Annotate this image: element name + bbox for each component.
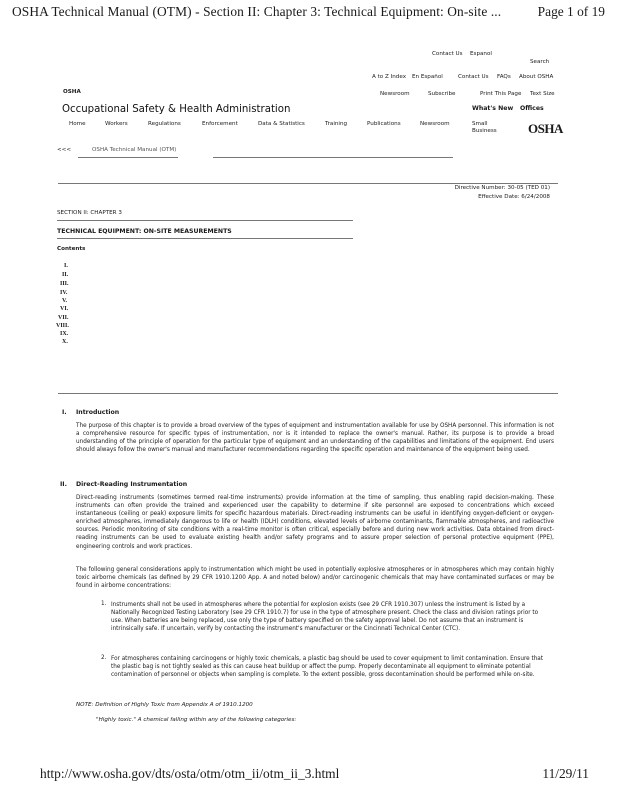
about-osha-link[interactable]: About OSHA [519, 74, 554, 80]
nav-item-publications[interactable]: Publications [367, 121, 401, 127]
bar-link-subscribe[interactable]: Subscribe [428, 91, 456, 97]
effective-date: Effective Date: 6/24/2008 [478, 194, 550, 200]
nav-item-data-statistics[interactable]: Data & Statistics [258, 121, 305, 127]
offices-link[interactable]: Offices [520, 105, 544, 112]
direct-heading: Direct-Reading Instrumentation [76, 481, 188, 488]
breadcrumb-rule [78, 157, 178, 158]
osha-logo[interactable]: OSHA [528, 121, 563, 136]
toc-item-numeral[interactable]: IV. [60, 290, 68, 296]
print-header-title: OSHA Technical Manual (OTM) - Section II: Chapter 3: Technical Equipment: On-site ... [12, 4, 502, 19]
section-label: SECTION II: CHAPTER 3 [57, 210, 122, 216]
footer-url: http://www.osha.gov/dts/osta/otm/otm_ii/otm_ii_3.html [40, 766, 340, 781]
section-title: TECHNICAL EQUIPMENT: ON-SITE MEASUREMENTS [57, 228, 232, 235]
whats-new-link[interactable]: What's New [472, 105, 514, 112]
osha-bar-label: OSHA [63, 89, 81, 95]
toc-item-numeral[interactable]: VII. [58, 315, 69, 321]
en-espanol-link[interactable]: En Español [412, 74, 443, 80]
direct-heading-num: II. [60, 481, 67, 488]
directive-number: Directive Number: 30-05 (TED 01) [454, 185, 550, 191]
intro-heading: Introduction [76, 409, 120, 416]
toc-item-numeral[interactable]: VIII. [56, 323, 69, 329]
nav-item-training[interactable]: Training [325, 121, 348, 127]
list-item-number: 1. [101, 601, 107, 607]
direct-paragraph-1: Direct-reading instruments (sometimes termed real-time instruments) provide information at the time of sampling, thus enabling rapid decision-making. These instruments can often provide the trained and experienced user the capability to determine if site personnel are exposed to concentrations which exceed instantaneous (ceiling or peak) exposure limits for specific hazardous materials. Direct-reading instruments can be useful in identifying oxygen-deficient or oxygen-enriched atmospheres, immediately dangerous to life or health (IDLH) conditions, elevated levels of airborne contaminants, flammable atmospheres, and radioactive sources. Periodic monitoring of site conditions with a real-time monitor is often critical, especially before and during new work activities. Data obtained from direct-reading instruments can be used to evaluate existing health and/or safety programs and to assure proper selection of personal protective equipment (PPE), engineering controls and work practices. [76, 495, 554, 550]
highly-toxic-quote: "Highly toxic." A chemical falling within any of the following categories: [96, 717, 297, 723]
toc-item-numeral[interactable]: II. [62, 272, 69, 278]
nav-item-enforcement[interactable]: Enforcement [202, 121, 238, 127]
contents-label: Contents [57, 246, 86, 252]
bar-link-text-size[interactable]: Text Size [530, 91, 555, 97]
nav-item-regulations[interactable]: Regulations [148, 121, 181, 127]
faqs-link[interactable]: FAQs [497, 74, 511, 80]
utility-link-contact[interactable]: Contact Us [432, 51, 463, 57]
contact-us-link[interactable]: Contact Us [458, 74, 489, 80]
bar-link-print[interactable]: Print This Page [480, 91, 522, 97]
utility-link-espanol[interactable]: Espanol [470, 51, 492, 57]
breadcrumb-prev[interactable]: <<< [57, 147, 72, 153]
note-definition: NOTE: Definition of Highly Toxic from Appendix A of 1910.1200 [76, 702, 253, 708]
print-page-number: Page 1 of 19 [537, 4, 605, 19]
list-item: Instruments shall not be used in atmospheres where the potential for explosion exists (see 29 CFR 1910.307) unless the instrument is listed by a Nationally Recognized Testing Laboratory (see 29 CFR 1910.7) for use in the type of atmosphere present. Check the class and division ratings prior to use. When batteries are being replaced, use only the type of battery specified on the safety approval label. Do not assume that an instrument is intrinsically safe. If uncertain, verify by contacting the instrument's manufacturer or the Cincinnati Technical Center (CTC). [111, 602, 539, 633]
nav-item-newsroom[interactable]: Newsroom [420, 121, 450, 127]
toc-item-numeral[interactable]: III. [60, 281, 69, 287]
nav-item-workers[interactable]: Workers [105, 121, 128, 127]
breadcrumb-rule [213, 157, 453, 158]
list-item-number: 2. [101, 655, 107, 661]
toc-item-numeral[interactable]: V. [62, 298, 68, 304]
agency-name: Occupational Safety & Health Administration [62, 104, 291, 115]
toc-item-numeral[interactable]: I. [64, 263, 68, 269]
bar-link-newsroom[interactable]: Newsroom [380, 91, 410, 97]
list-item: For atmospheres containing carcinogens or highly toxic chemicals, a plastic bag should be used to cover equipment to limit contamination. Ensure that the plastic bag is not tightly sealed as this can cause heat buildup or affect the pump. Properly decontaminate all equipment to eliminate potential contamination of personnel or objects when sampling is complete. To the extent possible, gross decontamination should be performed while on-site. [111, 656, 544, 679]
intro-heading-num: I. [62, 409, 67, 416]
az-index-link[interactable]: A to Z Index [372, 74, 407, 80]
section-rule [57, 220, 353, 221]
toc-item-numeral[interactable]: X. [62, 339, 68, 345]
nav-item-small-business[interactable]: Small Business [472, 121, 497, 134]
search-label[interactable]: Search [530, 59, 550, 65]
toc-item-numeral[interactable]: IX. [60, 331, 69, 337]
section-rule [57, 238, 353, 239]
breadcrumb-current[interactable]: OSHA Technical Manual (OTM) [92, 147, 177, 153]
toc-item-numeral[interactable]: VI. [60, 306, 69, 312]
footer-date: 11/29/11 [542, 766, 589, 781]
direct-paragraph-2: The following general considerations apply to instrumentation which might be used in potentially explosive atmospheres or in atmospheres which may contain highly toxic airborne chemicals (as defined by 29 CFR 1910.1200 App. A and noted below) and/or carcinogenic chemicals that may have contaminated surfaces or may be found in airborne concentrations: [76, 567, 554, 590]
intro-paragraph: The purpose of this chapter is to provide a broad overview of the types of equipment and instrumentation available for use by OSHA personnel. This information is not a comprehensive resource for specific types of instrumentation, nor is it intended to replace the owner's manual. Rather, its purpose is to provide a broad understanding of the principle of operation for the particular type of equipment and an understanding of the capabilities and limitations of the equipment. End users should always follow the owner's manual and manufacturer recommendations regarding the specific operation and maintenance of the equipment being used. [76, 423, 554, 454]
nav-item-home[interactable]: Home [69, 121, 86, 127]
contents-rule [58, 393, 558, 394]
header-rule [58, 183, 558, 184]
